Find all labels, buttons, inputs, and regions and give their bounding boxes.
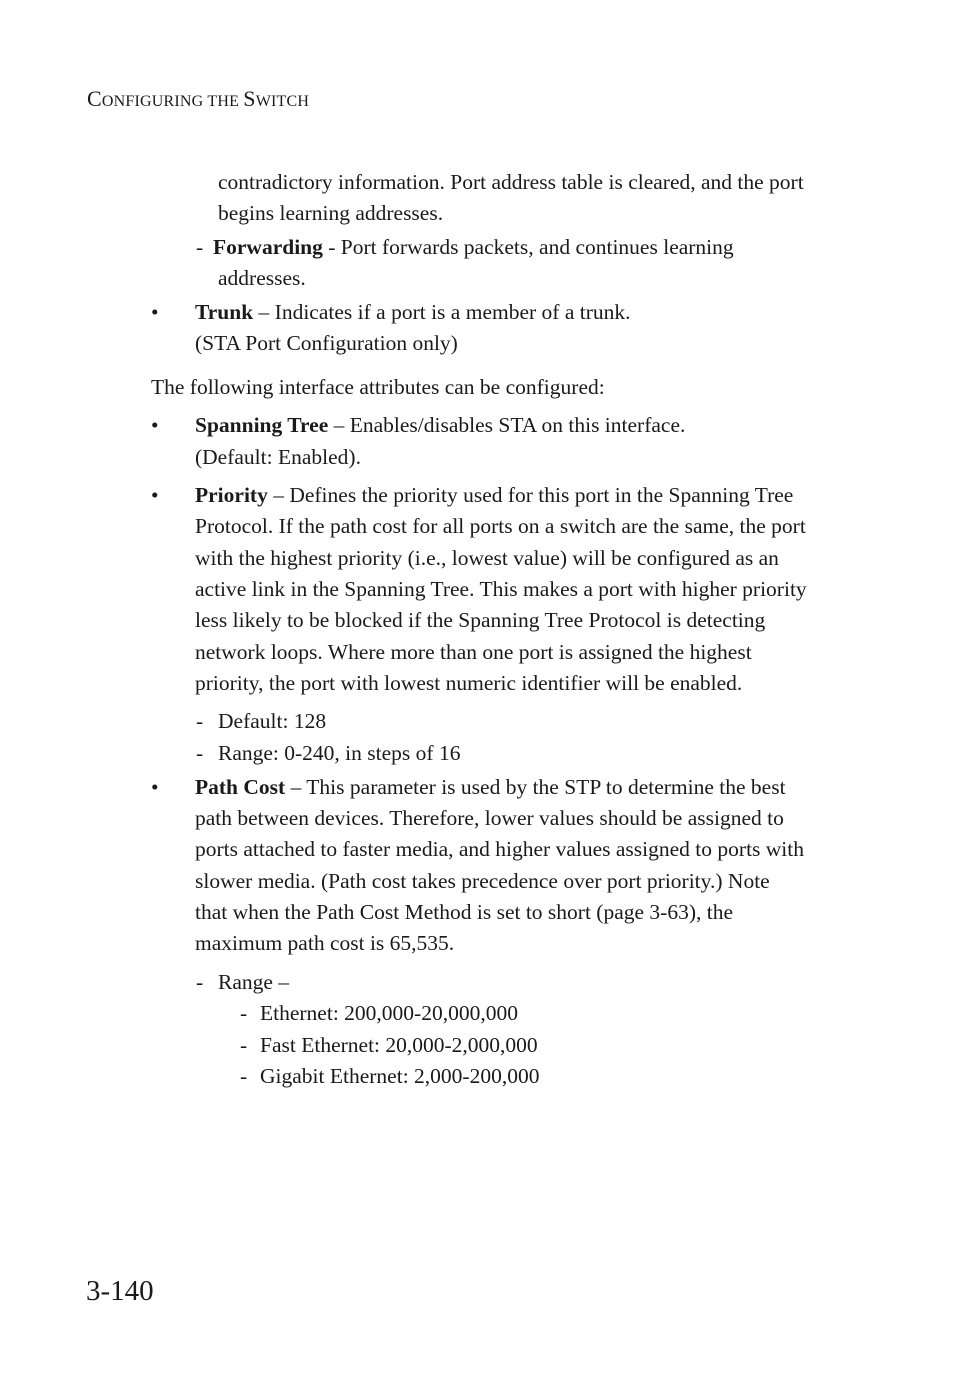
text-line: addresses. (218, 266, 306, 290)
term-path-cost: Path Cost (195, 775, 286, 799)
range-gigabit-ethernet: Gigabit Ethernet: 2,000-200,000 (260, 1064, 540, 1088)
bullet: • (151, 775, 159, 799)
bullet: • (151, 300, 159, 324)
list-dash: - (196, 235, 204, 259)
page-number: 3-140 (86, 1275, 154, 1307)
bullet: • (151, 483, 159, 507)
text-line: ports attached to faster media, and higher values assigned to ports with (195, 837, 805, 861)
text-span: – This parameter is used by the STP to determine the best (285, 775, 786, 799)
text-line: with the highest priority (i.e., lowest value) will be configured as an (195, 546, 779, 570)
text-span: – Defines the priority used for this port in the Spanning Tree (267, 483, 794, 507)
list-dash: - (240, 1064, 248, 1088)
text-span: – Enables/disables STA on this interface. (328, 413, 686, 437)
range-ethernet: Ethernet: 200,000-20,000,000 (260, 1001, 518, 1025)
text-line: active link in the Spanning Tree. This makes a port with higher priority (195, 577, 807, 601)
text-line: less likely to be blocked if the Spanning Tree Protocol is detecting (195, 608, 766, 632)
list-dash: - (196, 709, 204, 733)
term-spanning-tree: Spanning Tree (195, 413, 329, 437)
priority-item (195, 485, 793, 507)
text-span: - Port forwards packets, and continues learning (322, 235, 734, 259)
text-line: (STA Port Configuration only) (195, 331, 458, 355)
forwarding-item (213, 237, 734, 259)
text-line: Protocol. If the path cost for all ports on a switch are the same, the port (195, 514, 806, 538)
text-line: begins learning addresses. (218, 201, 444, 225)
spanning-tree-item (195, 415, 685, 437)
path-cost-range: Range – (218, 970, 290, 994)
priority-range: Range: 0-240, in steps of 16 (218, 741, 461, 765)
term-forwarding: Forwarding (213, 235, 323, 259)
text-span: – Indicates if a port is a member of a trunk. (253, 300, 631, 324)
header-small-caps-1: ONFIGURING THE (101, 93, 244, 110)
trunk-item (195, 302, 631, 324)
priority-default: Default: 128 (218, 709, 327, 733)
range-fast-ethernet: Fast Ethernet: 20,000-2,000,000 (260, 1033, 538, 1057)
text-line: (Default: Enabled). (195, 445, 361, 469)
bullet: • (151, 413, 159, 437)
intro-paragraph: The following interface attributes can be configured: (151, 375, 605, 399)
text-line: slower media. (Path cost takes precedence over port priority.) Note (195, 869, 770, 893)
term-priority: Priority (195, 483, 268, 507)
path-cost-item (195, 777, 786, 799)
list-dash: - (196, 741, 204, 765)
list-dash: - (240, 1001, 248, 1025)
header-cap-s: S (243, 86, 256, 111)
text-line: maximum path cost is 65,535. (195, 931, 455, 955)
header-small-caps-2: WITCH (255, 93, 310, 110)
term-trunk: Trunk (195, 300, 254, 324)
text-line: priority, the port with lowest numeric identifier will be enabled. (195, 671, 743, 695)
text-line: path between devices. Therefore, lower values should be assigned to (195, 806, 784, 830)
header-cap-c: C (87, 86, 102, 111)
list-dash: - (196, 970, 204, 994)
list-dash: - (240, 1033, 248, 1057)
text-line: network loops. Where more than one port is assigned the highest (195, 640, 752, 664)
text-line: contradictory information. Port address table is cleared, and the port (218, 170, 804, 194)
running-header (87, 86, 309, 112)
text-line: that when the Path Cost Method is set to short (page 3-63), the (195, 900, 734, 924)
